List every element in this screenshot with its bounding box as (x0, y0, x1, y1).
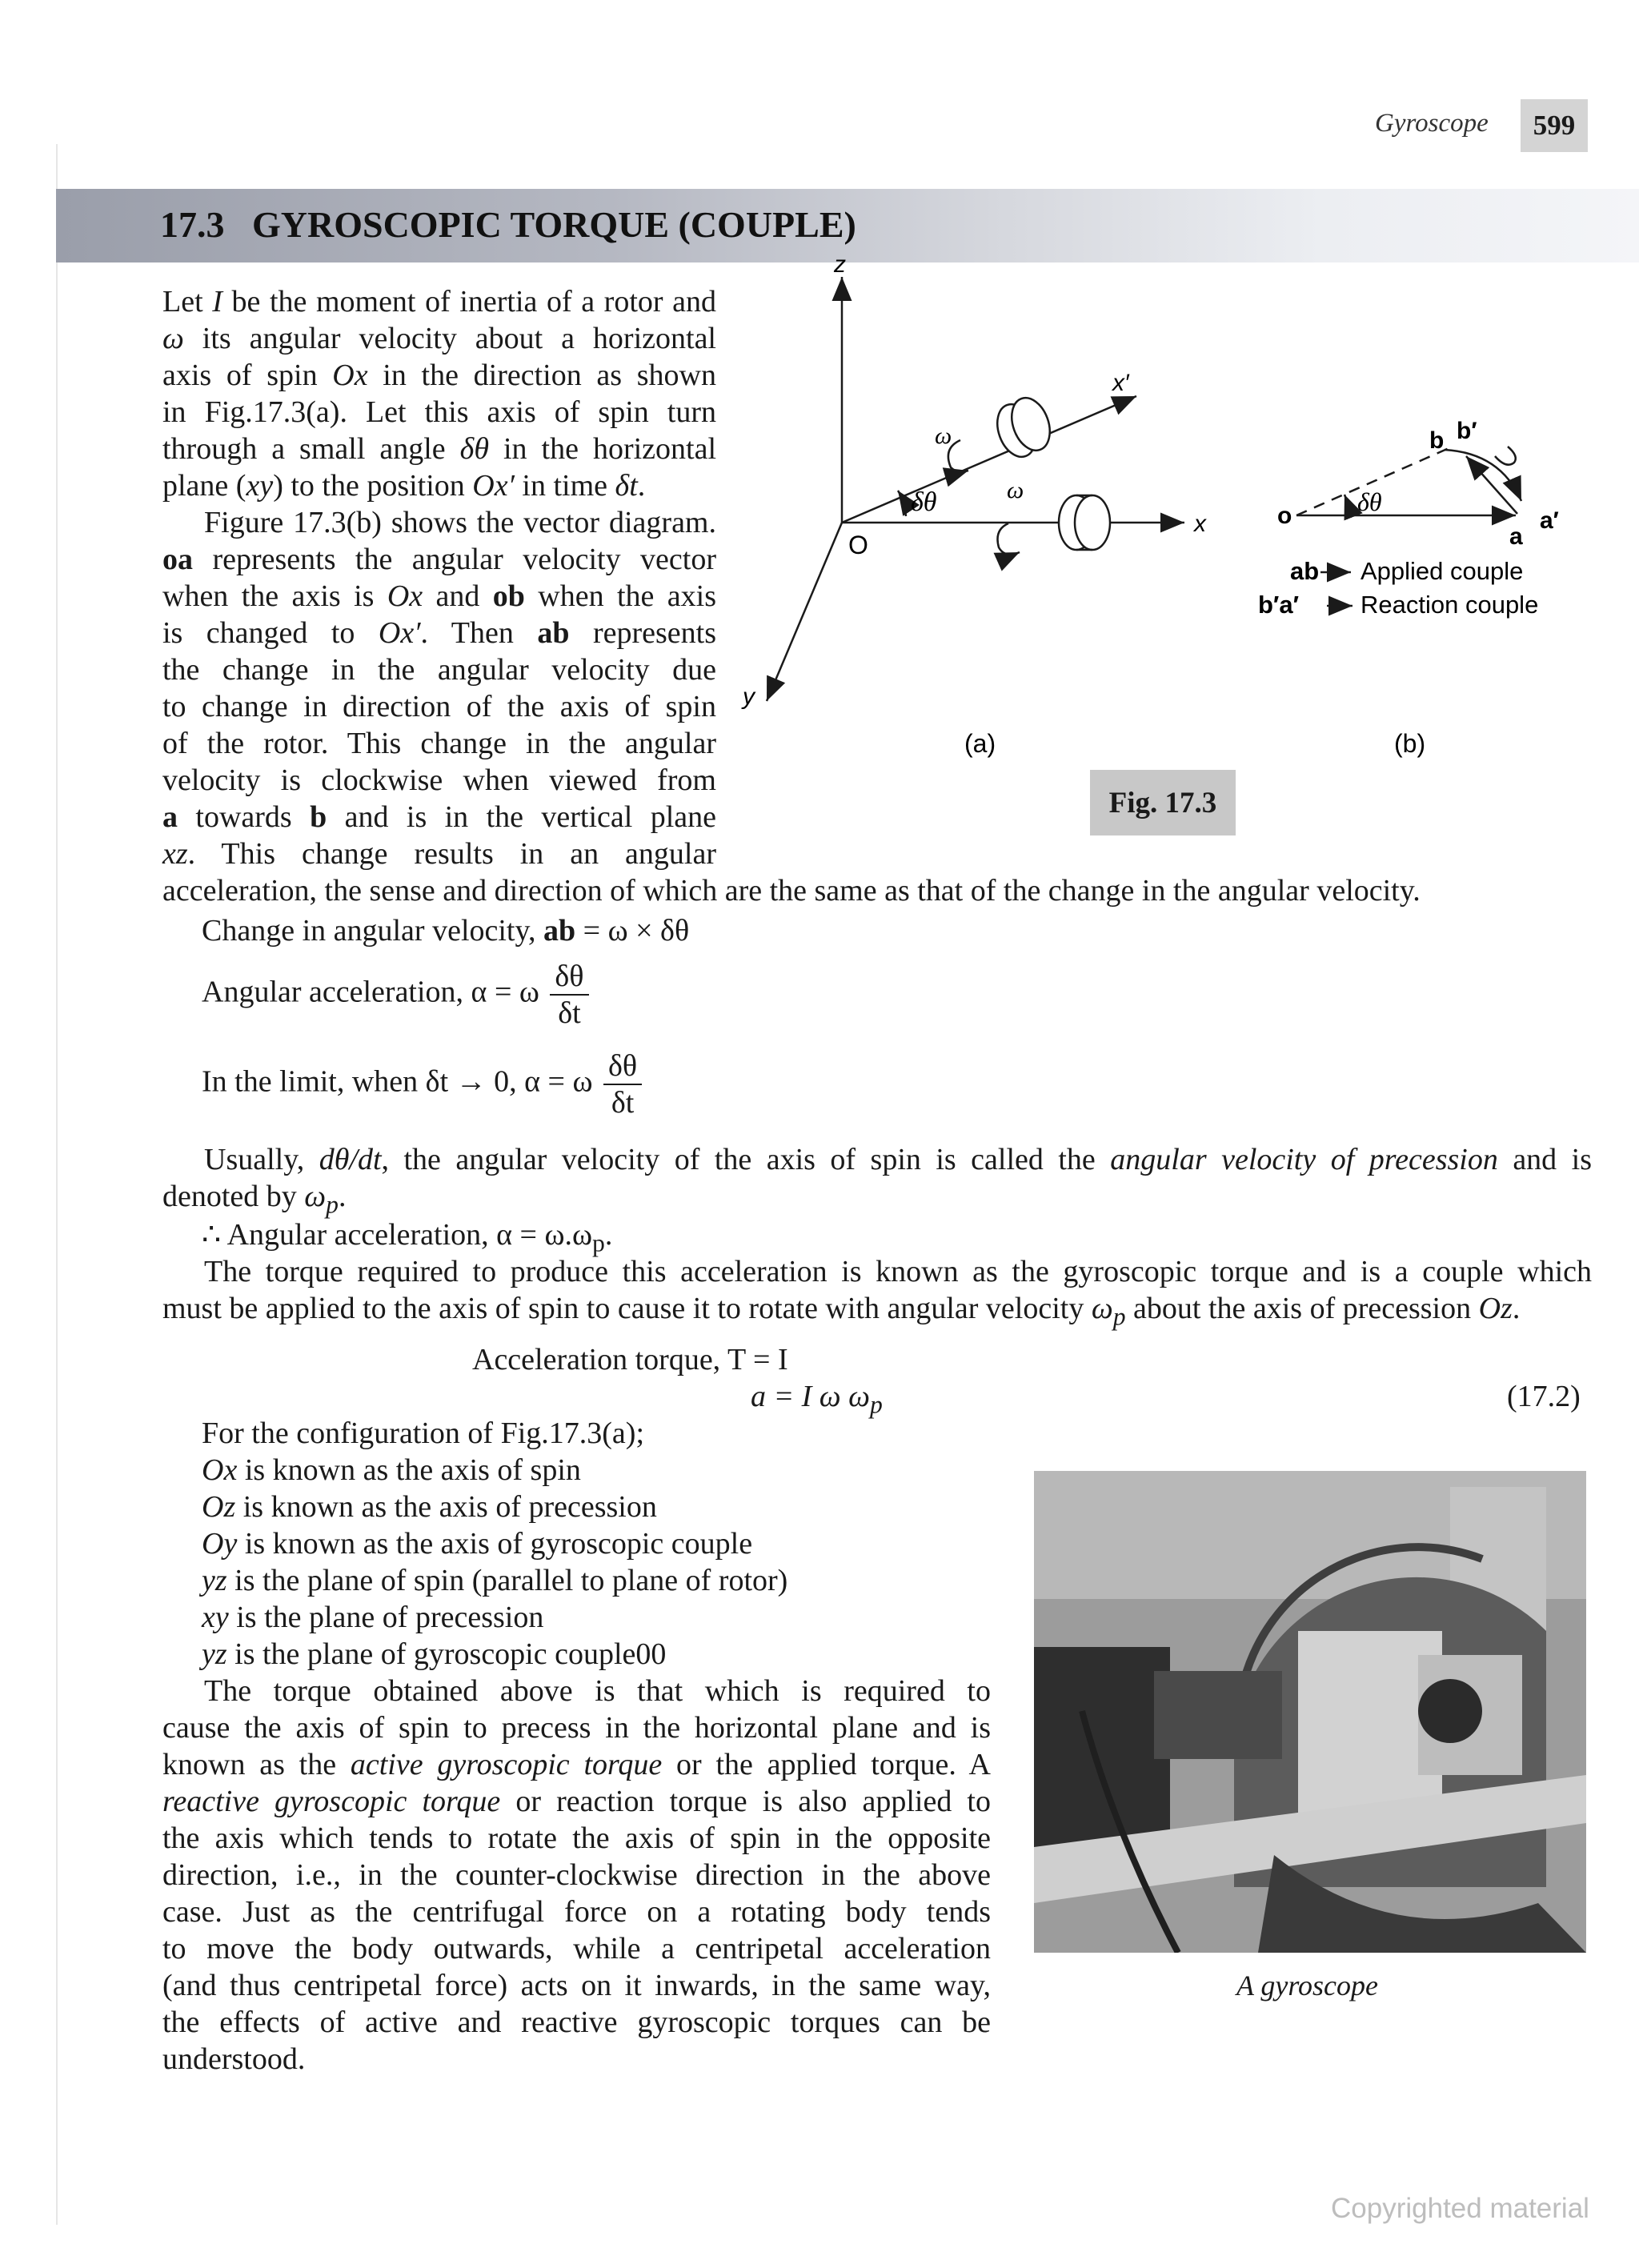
angacc-label: Angular acceleration, α = ω (202, 975, 539, 1009)
label-a-prime: a′ (1540, 507, 1559, 534)
therefore-sub: p (592, 1228, 605, 1257)
label-a: a (1509, 523, 1523, 550)
config-item: yz is the plane of gyroscopic couple00 (202, 1637, 667, 1671)
intro-paragraph: Let I be the moment of inertia of a rotor and ω its angular velocity about a horizontal axis of spin Ox in the direction as shown in Fig.17.3(a). Let this axis of spin turn through a small angle δθ in the horizontal plane (xy) to the position Ox′ in time δt. (162, 285, 717, 503)
delta-theta-arc-b (1344, 495, 1349, 515)
label-origin: O (848, 531, 868, 559)
change-ab: ab (543, 914, 576, 948)
caption-b: (b) (1394, 729, 1426, 758)
vector-paragraph-end: acceleration, the sense and direction of which are the same as that of the change in the angular velocity. (162, 874, 1421, 908)
label-o: o (1277, 503, 1292, 529)
reaction-curl (1495, 447, 1516, 465)
section-title-text: GYROSCOPIC TORQUE (COUPLE) (252, 204, 856, 245)
torque-eq-text: a = I ω ω (751, 1380, 870, 1413)
config-item: xy is the plane of precession (202, 1601, 544, 1634)
angacc-denominator: δt (558, 996, 581, 1030)
figure-label: Fig. 17.3 (1090, 770, 1236, 835)
label-delta-theta-a: δθ (911, 487, 937, 517)
label-b-prime: b′ (1457, 418, 1477, 444)
angacc-numerator: δθ (550, 959, 588, 996)
torque-eq-line2 (751, 1378, 883, 1424)
legend-ba-text: Reaction couple (1360, 591, 1539, 619)
gyroscope-photo (1034, 1471, 1586, 1953)
config-item: yz is the plane of spin (parallel to plane of rotor) (202, 1564, 788, 1597)
page-edge (56, 144, 58, 2225)
torque-eq-sub: p (869, 1390, 883, 1419)
reactive-torque-paragraph: The torque obtained above is that which is required to cause the axis of spin to precess in the horizontal plane and is known as the active gyroscopic torque or the applied torque. A reactive gyroscopic torque or reaction torque is also applied to the axis which tends to rotate the axis of spin in the opposite direction, i.e., in the counter-clockwise direction in the above case. Just as the centrifugal force on a rotating body tends to move the body outwards, while a centripetal acceleration (and thus centripetal force) acts on it inwards, in the same way, the effects of active and reactive gyroscopic torques can be understood. (162, 1674, 991, 2076)
limit-denominator: δt (611, 1086, 635, 1120)
config-item: Ox is known as the axis of spin (202, 1453, 581, 1487)
therefore-eq: ∴ Angular acceleration, $\alpha = \omega.\omega_p$. (202, 1218, 613, 1257)
config-item: Oy is known as the axis of gyroscopic couple (202, 1527, 753, 1561)
copyright-watermark: Copyrighted material (1331, 2193, 1589, 2224)
running-title: Gyroscope (1375, 109, 1489, 138)
label-x-prime: x′ (1112, 370, 1129, 396)
delta-theta-arc (898, 491, 906, 516)
angacc-fraction (550, 959, 588, 1031)
photo-caption: A gyroscope (1236, 1969, 1378, 2002)
config-intro: For the configuration of Fig.17.3(a); (202, 1416, 645, 1450)
spin-arrow-x (998, 523, 1020, 555)
torque-paragraph: The torque required to produce this acceleration is known as the gyroscopic torque and is a couple which must be applied to the axis of spin to cause it to rotate with angular velocity $\omega_p$ about the axis of precession Oz. (162, 1255, 1592, 1331)
therefore-text: ∴ Angular acceleration, α = ω.ω (202, 1218, 592, 1252)
config-item: Oz is known as the axis of precession (202, 1490, 657, 1524)
label-z: z (834, 256, 846, 278)
rotor-x (1059, 495, 1110, 550)
label-b: b (1429, 427, 1445, 454)
label-x: x (1194, 511, 1206, 537)
limit-eq (202, 1048, 642, 1120)
rotor-x-prime (991, 393, 1057, 463)
torque-eq-line1: Acceleration torque, T = I (472, 1343, 788, 1376)
legend-ba-symbol: b′a′ (1258, 591, 1300, 619)
section-title (160, 203, 856, 246)
limit-label: In the limit, when δt → 0, α = ω (202, 1064, 593, 1099)
equation-number: (17.2) (1507, 1380, 1581, 1413)
page-number: 599 (1521, 99, 1588, 152)
y-axis (767, 523, 842, 701)
label-y: y (743, 683, 755, 710)
label-delta-theta-b: δθ (1357, 487, 1382, 516)
precession-paragraph: Usually, dθ/dt, the angular velocity of the axis of spin is called the angular velocity of precession and is denoted by $\omega_p$. (162, 1143, 1593, 1219)
caption-a: (a) (964, 729, 996, 758)
angular-acceleration-eq (202, 959, 589, 1031)
figure-b (1258, 418, 1559, 758)
limit-fraction (603, 1048, 642, 1120)
legend-ab-symbol: ab (1290, 557, 1320, 585)
change-rhs: = ω × δθ (583, 914, 690, 948)
change-angular-velocity (202, 912, 689, 949)
section-number: 17.3 (160, 204, 225, 245)
figure-a (741, 256, 1207, 758)
limit-numerator: δθ (603, 1048, 642, 1085)
vector-paragraph: Figure 17.3(b) shows the vector diagram. oa represents the angular velocity vector when the axis is Ox and ob when the axis is changed to Ox′. Then ab represents the change in the angular velocity due to change in direction of the axis of spin of the rotor. This change in the angular velocity is clockwise when viewed from a towards b and is in the vertical plane xz. This change results in an angular (162, 506, 716, 871)
legend-ab-text: Applied couple (1360, 557, 1524, 585)
change-label: Change in angular velocity, (202, 914, 536, 948)
label-omega-lower: ω (1007, 477, 1024, 503)
label-omega-upper: ω (935, 423, 952, 449)
